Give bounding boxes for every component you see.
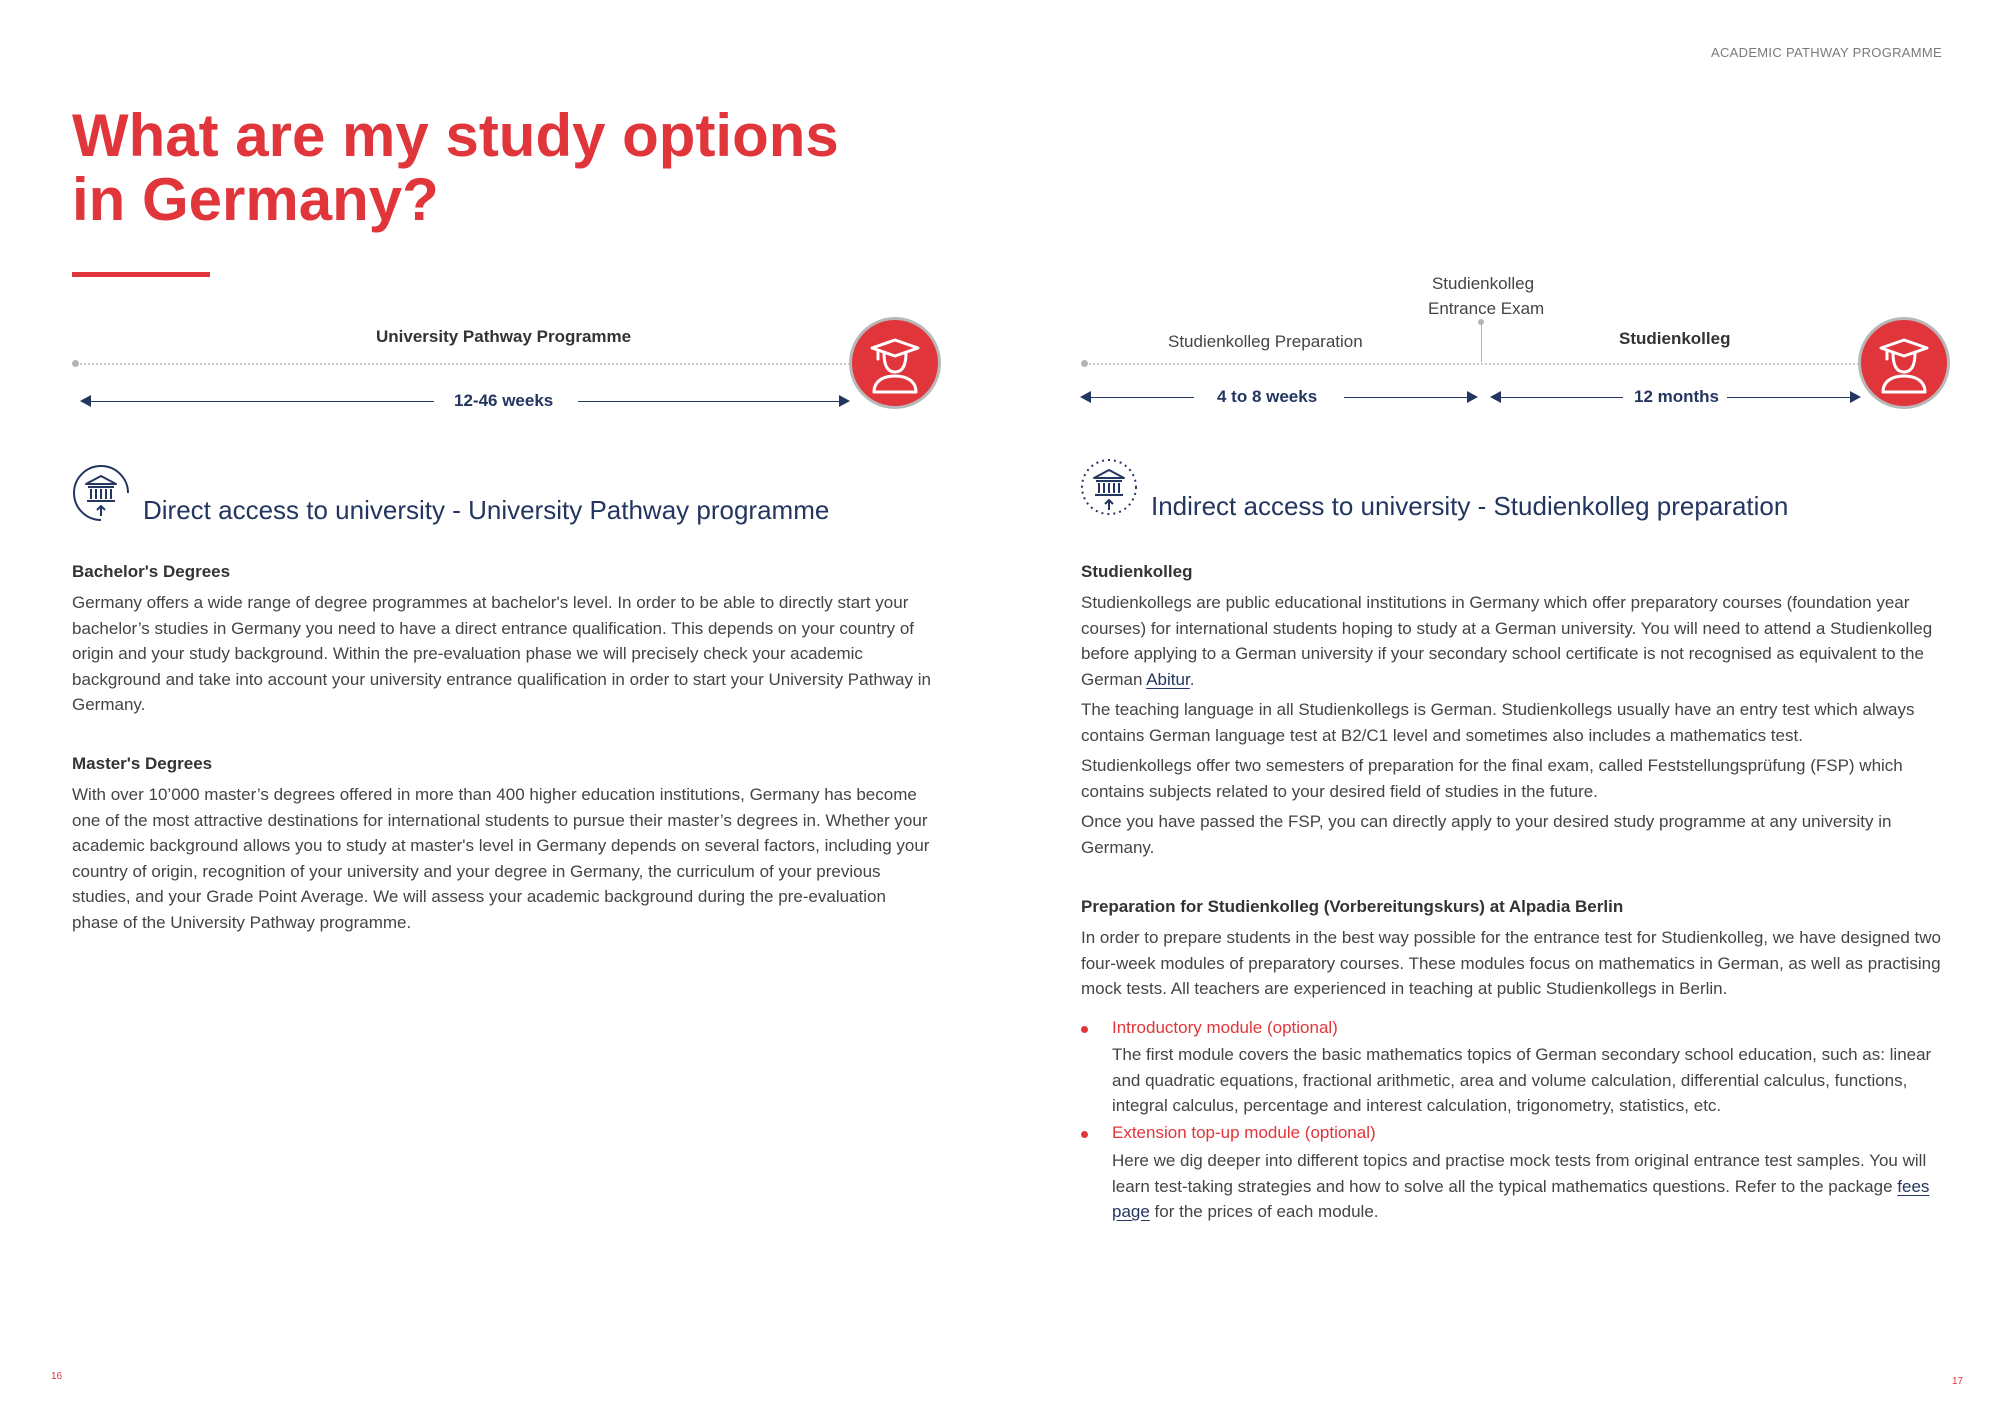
master-title: Master's Degrees <box>72 754 213 773</box>
section-heading-direct: Direct access to university - University Pathway programme <box>143 495 830 525</box>
studienkolleg-text-1-end: . <box>1189 669 1195 689</box>
stage-arrow-left <box>1492 397 1623 398</box>
bullet-icon <box>1081 1026 1088 1033</box>
page-number-left: 16 <box>51 1371 63 1382</box>
graduate-icon <box>849 317 941 409</box>
exam-marker-line <box>1481 322 1482 362</box>
prep-arrow-right <box>1344 397 1476 398</box>
title-underline <box>72 272 210 277</box>
studienkolleg-text-4: Once you have passed the FSP, you can directly apply to your desired study programme at any university in Germany. <box>1081 812 1892 857</box>
prep-stage-label: Studienkolleg Preparation <box>1168 332 1363 351</box>
running-header: ACADEMIC PATHWAY PROGRAMME <box>1711 45 1942 60</box>
prep-arrow-left <box>1082 397 1194 398</box>
studienkolleg-text-1 <box>1081 590 1943 692</box>
timeline-dotted-line <box>80 363 850 365</box>
title-line-2: in Germany? <box>72 166 439 233</box>
exam-label-line-2: Entrance Exam <box>1428 299 1545 318</box>
university-building-icon <box>70 462 132 524</box>
timeline-stage-label: University Pathway Programme <box>376 327 632 346</box>
module-2-text <box>1112 1148 1942 1225</box>
timeline-start-dot <box>72 360 79 367</box>
stage-duration: 12 months <box>1634 387 1720 406</box>
preparation-text: In order to prepare students in the best way possible for the entrance test for Studienkolleg, we have designed two four-week modules of preparatory courses. These modules focus on mathematics in German, as well as practising mock tests. All teachers are experienced in teaching at public Studienkollegs in Berlin. <box>1081 928 1941 998</box>
duration-arrow-right <box>578 401 848 402</box>
university-building-dotted-icon <box>1078 456 1140 518</box>
fees-page-link[interactable]: fees page <box>1112 1176 1930 1221</box>
studienkolleg-text-1-body: Studienkollegs are public educational institutions in Germany which offer preparatory courses (foundation year courses) for international students hoping to study at a German university. You will need to attend a Studienkolleg before applying to a German university if your secondary school certificate is not recognised as equivalent to the German <box>1081 593 1933 689</box>
page-number-right: 17 <box>1952 1376 1964 1387</box>
prep-duration: 4 to 8 weeks <box>1217 387 1318 406</box>
title-line-1: What are my study options <box>72 102 839 169</box>
timeline-dotted-line <box>1089 363 1859 365</box>
module-1-title: Introductory module (optional) <box>1112 1018 1338 1037</box>
module-2-text-end: for the prices of each module. <box>1149 1202 1379 1221</box>
abitur-link[interactable]: Abitur <box>1146 669 1190 689</box>
bachelor-text: Germany offers a wide range of degree programmes at bachelor's level. In order to be able to directly start your bachelor’s studies in Germany you need to have a direct entrance qualification. This depends on your country of origin and your study background. Within the pre-evaluation phase we will precisely check your academic background and take into account your university entrance qualification in order to start your University Pathway in Germany. <box>72 593 931 714</box>
exam-marker-dot <box>1478 319 1484 325</box>
studienkolleg-title: Studienkolleg <box>1081 562 1193 581</box>
studienkolleg-stage-label: Studienkolleg <box>1619 329 1731 348</box>
stage-arrow-right <box>1727 397 1859 398</box>
preparation-title: Preparation for Studienkolleg (Vorbereitungskurs) at Alpadia Berlin <box>1081 897 1624 916</box>
studienkolleg-text-3: Studienkollegs offer two semesters of preparation for the final exam, called Feststellungsprüfung (FSP) which contains subjects related to your desired field of studies in the future. <box>1081 756 1903 801</box>
timeline-start-dot <box>1081 360 1088 367</box>
module-1-text: The first module covers the basic mathematics topics of German secondary school education, such as: linear and quadratic equations, fractional arithmetic, area and volume calculation, differential calculus, functions, integral calculus, percentage and interest calculation, trigonometry, statistics, etc. <box>1112 1045 1932 1115</box>
exam-label <box>1428 271 1545 321</box>
timeline-duration: 12-46 weeks <box>454 391 554 410</box>
section-heading-indirect: Indirect access to university - Studienkolleg preparation <box>1151 491 1789 521</box>
graduate-icon <box>1858 317 1950 409</box>
page-title <box>72 104 972 232</box>
studienkolleg-text-2: The teaching language in all Studienkollegs is German. Studienkollegs usually have an entry test which always contains German language test at B2/C1 level and sometimes also includes a mathematics test. <box>1081 700 1915 745</box>
bullet-icon <box>1081 1131 1088 1138</box>
bachelor-title: Bachelor's Degrees <box>72 562 231 581</box>
module-2-text-body: Here we dig deeper into different topics and practise mock tests from original entrance test samples. You will learn test-taking strategies and how to solve all the typical mathematics questions. Refer to the package <box>1112 1151 1927 1196</box>
module-2-title: Extension top-up module (optional) <box>1112 1123 1376 1142</box>
master-text: With over 10’000 master’s degrees offered in more than 400 higher education institutions, Germany has become one of the most attractive destinations for international students to pursue their master’s degrees in. Whether your academic background allows you to study at master's level in Germany depends on several factors, including your country of origin, recognition of your university and your degree in Germany, the curriculum of your previous studies, and your Grade Point Average. We will assess your academic background during the pre-evaluation phase of the University Pathway programme. <box>72 785 930 932</box>
exam-label-line-1: Studienkolleg <box>1431 274 1535 293</box>
duration-arrow-left <box>82 401 434 402</box>
